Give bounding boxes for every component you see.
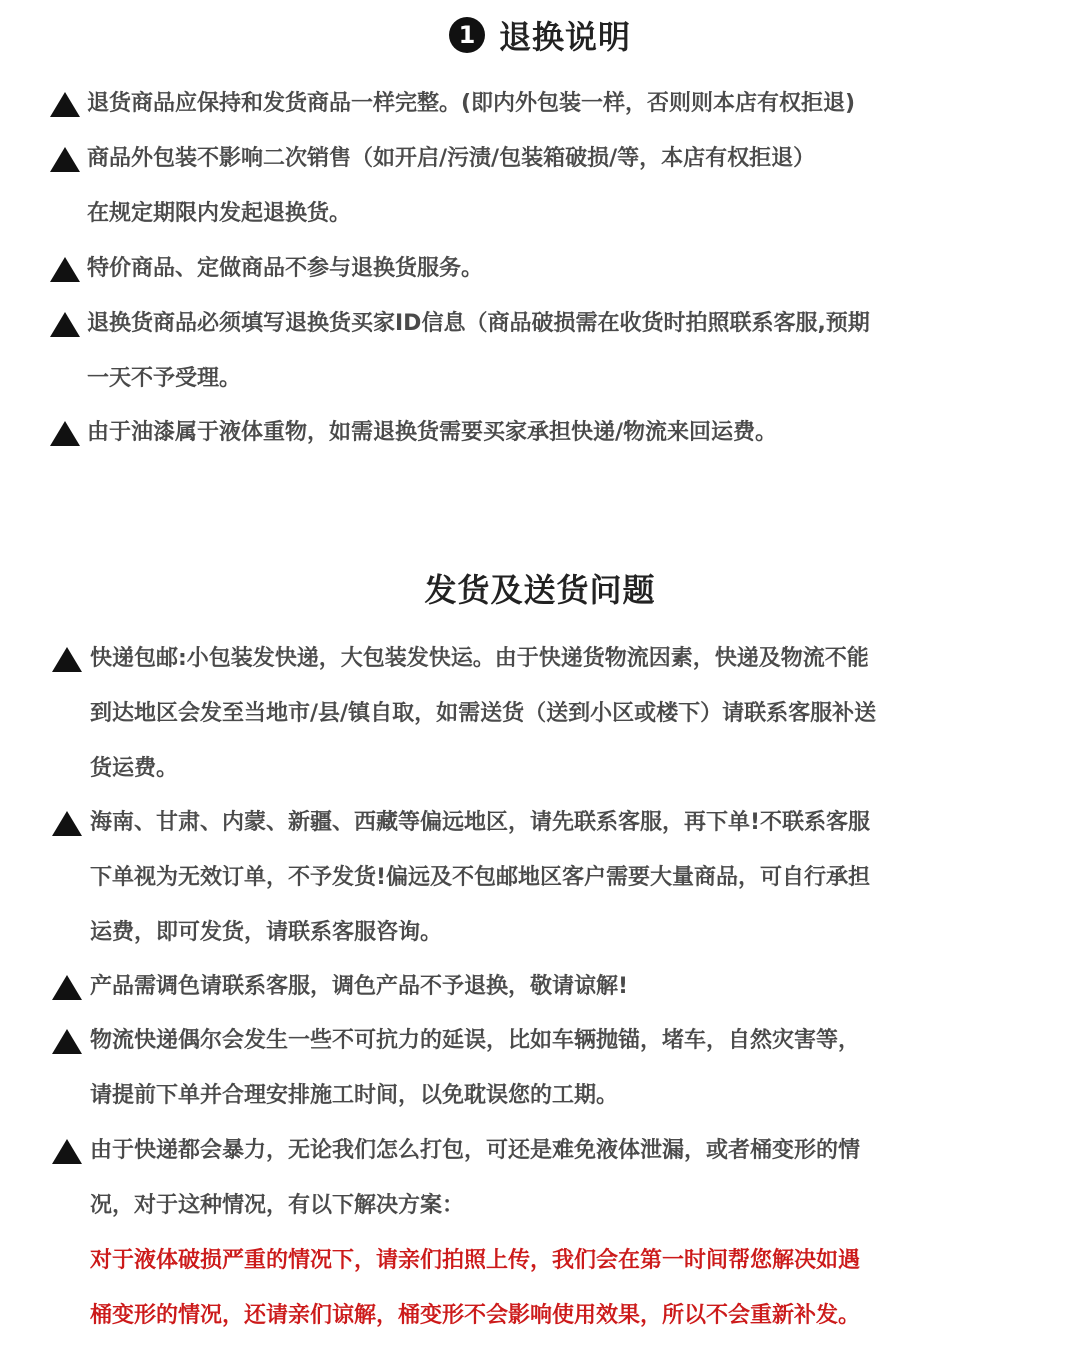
triangle-bullet-icon bbox=[50, 147, 80, 172]
triangle-bullet-icon bbox=[52, 1029, 82, 1054]
rule-text-line: 由于快递都会暴力，无论我们怎么打包，可还是难免液体泄漏，或者桶变形的情 bbox=[90, 1138, 861, 1163]
rule-text-line: 一天不予受理。 bbox=[87, 366, 242, 391]
triangle-bullet-icon bbox=[50, 421, 80, 446]
rule-text-line: 快递包邮:小包装发快递，大包装发快运。由于快递货物流因素，快递及物流不能 bbox=[90, 646, 869, 671]
triangle-bullet-icon bbox=[52, 1139, 82, 1164]
rule-text-line: 在规定期限内发起退换货。 bbox=[87, 201, 352, 226]
section-shipping-title: 发货及送货问题 bbox=[424, 571, 656, 609]
rule-text-line: 物流快递偶尔会发生一些不可抗力的延误，比如车辆抛锚，堵车，自然灾害等， bbox=[90, 1028, 861, 1053]
rule-text-line: 海南、甘肃、内蒙、新疆、西藏等偏远地区，请先联系客服，再下单!不联系客服 bbox=[90, 810, 871, 835]
rule-text-line: 商品外包装不影响二次销售（如开启/污渍/包装箱破损/等，本店有权拒退） bbox=[87, 146, 816, 171]
rule-text-line: 请提前下单并合理安排施工时间，以免耽误您的工期。 bbox=[90, 1083, 619, 1108]
triangle-bullet-icon bbox=[52, 647, 82, 672]
rule-text-line: 到达地区会发至当地市/县/镇自取，如需送货（送到小区或楼下）请联系客服补送 bbox=[90, 701, 877, 726]
rule-text-line: 退换货商品必须填写退换货买家ID信息（商品破损需在收货时拍照联系客服,预期 bbox=[87, 311, 870, 336]
section-return-header bbox=[0, 12, 1080, 58]
triangle-bullet-icon bbox=[52, 975, 82, 1000]
rule-text-line: 由于油漆属于液体重物，如需退换货需要买家承担快递/物流来回运费。 bbox=[87, 420, 778, 445]
rule-text-line: 特价商品、定做商品不参与退换货服务。 bbox=[87, 256, 484, 281]
section-shipping-header bbox=[0, 564, 1080, 612]
rule-text-line: 货运费。 bbox=[90, 756, 179, 781]
highlight-text-line: 对于液体破损严重的情况下，请亲们拍照上传，我们会在第一时间帮您解决如遇 bbox=[90, 1248, 861, 1273]
number-one-icon: 1 bbox=[449, 17, 485, 53]
rule-text-line: 运费，即可发货，请联系客服咨询。 bbox=[90, 920, 443, 945]
triangle-bullet-icon bbox=[50, 257, 80, 282]
rule-text-line: 下单视为无效订单，不予发货!偏远及不包邮地区客户需要大量商品，可自行承担 bbox=[90, 865, 871, 890]
rule-text-line: 退货商品应保持和发货商品一样完整。(即内外包装一样，否则则本店有权拒退) bbox=[87, 91, 856, 116]
triangle-bullet-icon bbox=[50, 92, 80, 117]
section-return-title: 退换说明 bbox=[498, 18, 631, 56]
rule-text-line: 况，对于这种情况，有以下解决方案： bbox=[90, 1193, 465, 1218]
triangle-bullet-icon bbox=[52, 811, 82, 836]
triangle-bullet-icon bbox=[50, 312, 80, 337]
highlight-text-line: 桶变形的情况，还请亲们谅解，桶变形不会影响使用效果，所以不会重新补发。 bbox=[90, 1303, 861, 1328]
rule-text-line: 产品需调色请联系客服，调色产品不予退换，敬请谅解! bbox=[90, 974, 629, 999]
